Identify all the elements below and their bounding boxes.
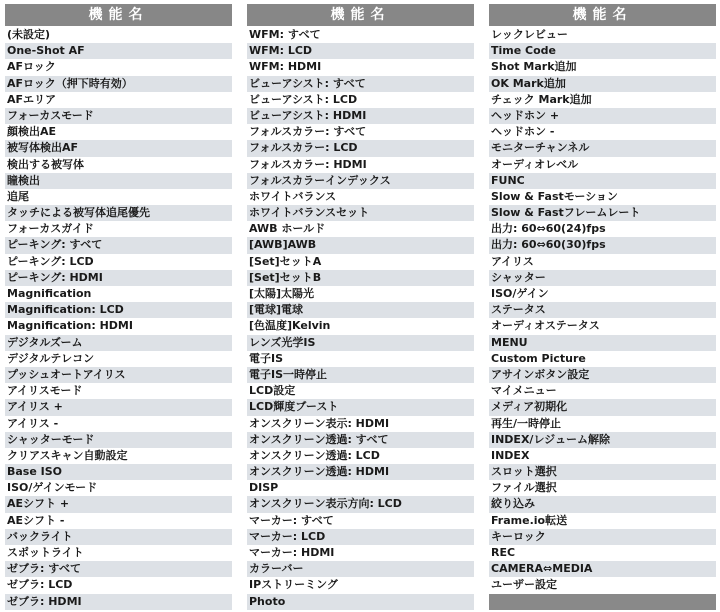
column-header: 機能名 [247,4,474,26]
function-name-row: [色温度]Kelvin [247,318,474,334]
function-name-row: AWB ホールド [247,221,474,237]
function-name-row: [太陽]太陽光 [247,286,474,302]
function-name-row: 出力: 60⇔60(24)fps [489,221,716,237]
function-name-row: INDEX/レジューム解除 [489,432,716,448]
function-name-row: (未設定) [5,27,232,43]
function-name-row: 出力: 60⇔60(30)fps [489,237,716,253]
function-name-row: ビューアシスト: HDMI [247,108,474,124]
function-name-row: ユーザー設定 [489,577,716,593]
function-name-row: Photo [247,594,474,610]
function-name-row: フォルスカラー: LCD [247,140,474,156]
function-name-row: FUNC [489,173,716,189]
function-name-row: スポットライト [5,545,232,561]
function-name-row: [電球]電球 [247,302,474,318]
function-name-row: フォルスカラーインデックス [247,173,474,189]
function-name-row: クリアスキャン自動設定 [5,448,232,464]
function-name-row: WFM: すべて [247,27,474,43]
function-name-row: WFM: HDMI [247,59,474,75]
function-name-row: カラーバー [247,561,474,577]
function-name-row: タッチによる被写体追尾優先 [5,205,232,221]
column-header: 機能名 [489,4,716,26]
function-name-row: LCD輝度ブースト [247,399,474,415]
function-name-row: REC [489,545,716,561]
function-name-row: 電子IS一時停止 [247,367,474,383]
function-name-row: 再生/一時停止 [489,416,716,432]
function-name-row: IPストリーミング [247,577,474,593]
function-name-row: [Set]セットB [247,270,474,286]
function-name-row: オンスクリーン透過: すべて [247,432,474,448]
function-name-row: ゼブラ: すべて [5,561,232,577]
function-name-row: ステータス [489,302,716,318]
function-name-row: ピーキング: HDMI [5,270,232,286]
function-name-row: フォーカスガイド [5,221,232,237]
function-name-row: DISP [247,480,474,496]
function-name-row: ホワイトバランスセット [247,205,474,221]
function-name-row: ビューアシスト: すべて [247,76,474,92]
function-name-row: Slow & Fastフレームレート [489,205,716,221]
function-name-row: OK Mark追加 [489,76,716,92]
function-name-row: Magnification: LCD [5,302,232,318]
function-name-row: プッシュオートアイリス [5,367,232,383]
function-name-row: ビューアシスト: LCD [247,92,474,108]
function-name-row: バックライト [5,529,232,545]
function-name-row: Magnification: HDMI [5,318,232,334]
function-name-row: 瞳検出 [5,173,232,189]
function-name-row: 追尾 [5,189,232,205]
function-name-row: アイリスモード [5,383,232,399]
function-name-row: チェック Mark追加 [489,92,716,108]
function-name-row: ゼブラ: HDMI [5,594,232,610]
function-name-row: モニターチャンネル [489,140,716,156]
function-name-row: アイリス [489,254,716,270]
function-name-row: ヘッドホン + [489,108,716,124]
function-name-row: シャッター [489,270,716,286]
function-name-row: AFロック（押下時有効） [5,76,232,92]
function-name-row: オンスクリーン透過: LCD [247,448,474,464]
function-name-row: マーカー: HDMI [247,545,474,561]
function-name-row: 絞り込み [489,496,716,512]
function-name-row: Slow & Fastモーション [489,189,716,205]
function-name-row: 電子IS [247,351,474,367]
function-name-row: CAMERA⇔MEDIA [489,561,716,577]
function-name-row: One-Shot AF [5,43,232,59]
function-name-row: 被写体検出AF [5,140,232,156]
function-name-row: MENU [489,335,716,351]
column-rows [5,27,232,610]
column-1 [5,4,232,610]
function-name-row: ホワイトバランス [247,189,474,205]
function-name-row: 検出する被写体 [5,157,232,173]
function-name-row: オーディオステータス [489,318,716,334]
function-name-row: レックレビュー [489,27,716,43]
column-2 [247,4,474,610]
function-name-row: AEシフト + [5,496,232,512]
function-name-row: メディア初期化 [489,399,716,415]
function-name-row: Frame.io転送 [489,513,716,529]
function-name-row: アイリス + [5,399,232,415]
column-3 [489,4,716,610]
function-name-row: WFM: LCD [247,43,474,59]
column-header: 機能名 [5,4,232,26]
function-name-row: Base ISO [5,464,232,480]
function-name-row: INDEX [489,448,716,464]
function-name-row: スロット選択 [489,464,716,480]
function-name-row: ISO/ゲイン [489,286,716,302]
function-name-row: Magnification [5,286,232,302]
function-name-row: [Set]セットA [247,254,474,270]
function-name-row: アサインボタン設定 [489,367,716,383]
function-name-row: オンスクリーン表示: HDMI [247,416,474,432]
function-name-row: デジタルズーム [5,335,232,351]
function-name-row: ピーキング: すべて [5,237,232,253]
function-name-row: シャッターモード [5,432,232,448]
function-name-row: オンスクリーン透過: HDMI [247,464,474,480]
function-name-row: [AWB]AWB [247,237,474,253]
function-name-row: Shot Mark追加 [489,59,716,75]
function-name-row: マーカー: すべて [247,513,474,529]
function-name-row: フォルスカラー: HDMI [247,157,474,173]
function-name-row: ファイル選択 [489,480,716,496]
function-name-row: ヘッドホン - [489,124,716,140]
function-name-row: ISO/ゲインモード [5,480,232,496]
function-name-row: LCD設定 [247,383,474,399]
column-rows [489,27,716,610]
function-name-row: ゼブラ: LCD [5,577,232,593]
function-name-row: Time Code [489,43,716,59]
column-rows [247,27,474,610]
empty-filler-row [489,594,716,610]
function-name-row: AFエリア [5,92,232,108]
function-name-row: AEシフト - [5,513,232,529]
function-name-row: フォーカスモード [5,108,232,124]
function-name-row: 顔検出AE [5,124,232,140]
function-name-row: マイメニュー [489,383,716,399]
function-name-table [5,4,716,610]
function-name-row: オンスクリーン表示方向: LCD [247,496,474,512]
function-name-row: AFロック [5,59,232,75]
function-name-row: アイリス - [5,416,232,432]
function-name-row: ピーキング: LCD [5,254,232,270]
function-name-row: マーカー: LCD [247,529,474,545]
function-name-row: デジタルテレコン [5,351,232,367]
function-name-row: レンズ光学IS [247,335,474,351]
function-name-row: Custom Picture [489,351,716,367]
function-name-row: キーロック [489,529,716,545]
function-name-row: フォルスカラー: すべて [247,124,474,140]
function-name-row: オーディオレベル [489,157,716,173]
